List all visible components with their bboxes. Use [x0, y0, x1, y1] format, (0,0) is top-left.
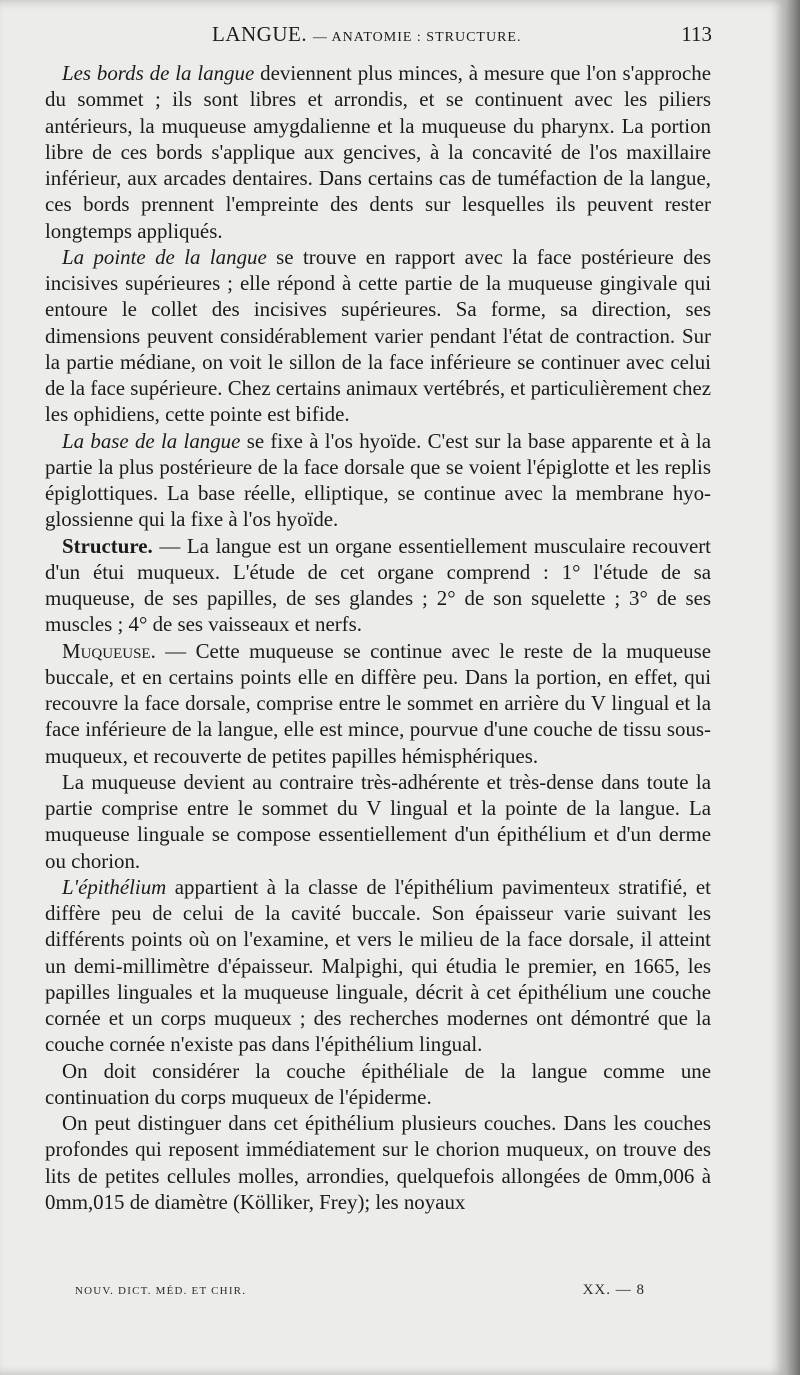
paragraph-bords: Les bords de la langue deviennent plus minces, à mesure que l'on s'approche du sommet ; ils sont libres et arrondis, et se continuent avec les piliers antérieurs, la muqueuse amygdalienne et la muqueuse du pharynx. La portion libre de ces bords s'applique aux gencives, à la concavité de l'os maxillaire inférieur, aux arcades dentaires. Dans certains cas de tuméfaction de la langue, ces bords prennent l'empreinte des dents sur lesquelles ils peuvent rester longtemps appliqués. [45, 61, 711, 243]
header-title: LANGUE. — ANATOMIE : STRUCTURE. [212, 22, 522, 46]
paragraph-muqueuse-dense: La muqueuse devient au contraire très-adhérente et très-dense dans toute la partie comprise entre le sommet du V lingual et la pointe de la langue. La muqueuse linguale se compose essentiellement d'un épithélium et d'un derme ou chorion. [45, 769, 711, 873]
paragraph-epithelium: L'épithélium appartient à la classe de l'épithélium pavimenteux stratifié, et diffère peu de celui de la cavité buccale. Son épaisseur varie suivant les différents points où on l'examine, et vers le milieu de la face dorsale, il atteint un demi-millimètre d'épaisseur. Malpighi, qui étudia le premier, en 1665, les papilles linguales et la muqueuse linguale, décrit à cet épithélium une couche cornée et un corps muqueux ; des recherches modernes ont démontré que la couche cornée n'existe pas dans l'épithélium lingual. [45, 874, 711, 1057]
header-subtitle: — ANATOMIE : STRUCTURE. [312, 30, 522, 45]
paragraph-lead-italic: La pointe de la langue [62, 244, 267, 269]
paragraph-couche-epitheliale: On doit considérer la couche épithéliale de la langue comme une continuation du corps muqueux de l'épiderme. [45, 1058, 711, 1109]
paragraph-muqueuse: Muqueuse. — Cette muqueuse se continue avec le reste de la muqueuse buccale, et en certains points elle en diffère peu. Dans la portion, en effet, qui recouvre la face dorsale, comprise entre le sommet en arrière du V lingual et la face inférieure de la langue, elle est mince, pourvue d'une couche de tissu sous-muqueux, et recouverte de petites papilles hémisphériques. [45, 638, 711, 768]
footer-volume: XX. — 8 [582, 1282, 645, 1298]
paragraph-base: La base de la langue se fixe à l'os hyoïde. C'est sur la base apparente et à la partie la plus postérieure de la face dorsale que se voient l'épiglotte et les replis épiglottiques. La base réelle, elliptique, se continue avec la membrane hyo-glossienne qui la fixe à l'os hyoïde. [45, 428, 711, 532]
paragraph-lead-italic: La base de la langue [62, 428, 241, 453]
paragraph-couches: On peut distinguer dans cet épithélium plusieurs couches. Dans les couches profondes qui reposent immédiatement sur le chorion muqueux, on trouve des lits de petites cellules molles, arrondies, quelquefois allongées de 0mm,006 à 0mm,015 de diamètre (Kölliker, Frey); les noyaux [45, 1111, 711, 1214]
running-header [62, 22, 712, 52]
page-edge [785, 0, 800, 1375]
page-number: 113 [681, 22, 712, 46]
body-text [45, 60, 711, 1215]
page-footer [75, 1282, 645, 1304]
section-heading-muqueuse: Muqueuse. [62, 638, 156, 663]
paragraph-pointe: La pointe de la langue se trouve en rapport avec la face postérieure des incisives supérieures ; elle répond à cette partie de la muqueuse gingivale qui entoure le collet des incisives supérieures. Sa forme, sa direction, ses dimensions peuvent considérablement varier pendant l'état de contraction. Sur la partie médiane, on voit le sillon de la face inférieure se continuer avec celui de la face supérieure. Chez certains animaux vertébrés, et particulièrement chez les ophidiens, cette pointe est bifide. [45, 244, 711, 427]
section-heading-structure: Structure. [62, 533, 153, 558]
paragraph-structure: Structure. — La langue est un organe essentiellement musculaire recouvert d'un étui muqueux. L'étude de cet organe comprend : 1° l'étude de sa muqueuse, de ses papilles, de ses glandes ; 2° de son squelette ; 3° de ses muscles ; 4° de ses vaisseaux et nerfs. [45, 533, 711, 637]
paragraph-lead-italic: L'épithélium [62, 874, 167, 899]
paragraph-lead-italic: Les bords de la langue [62, 61, 255, 85]
footer-signature: NOUV. DICT. MÉD. ET CHIR. [75, 1285, 247, 1297]
